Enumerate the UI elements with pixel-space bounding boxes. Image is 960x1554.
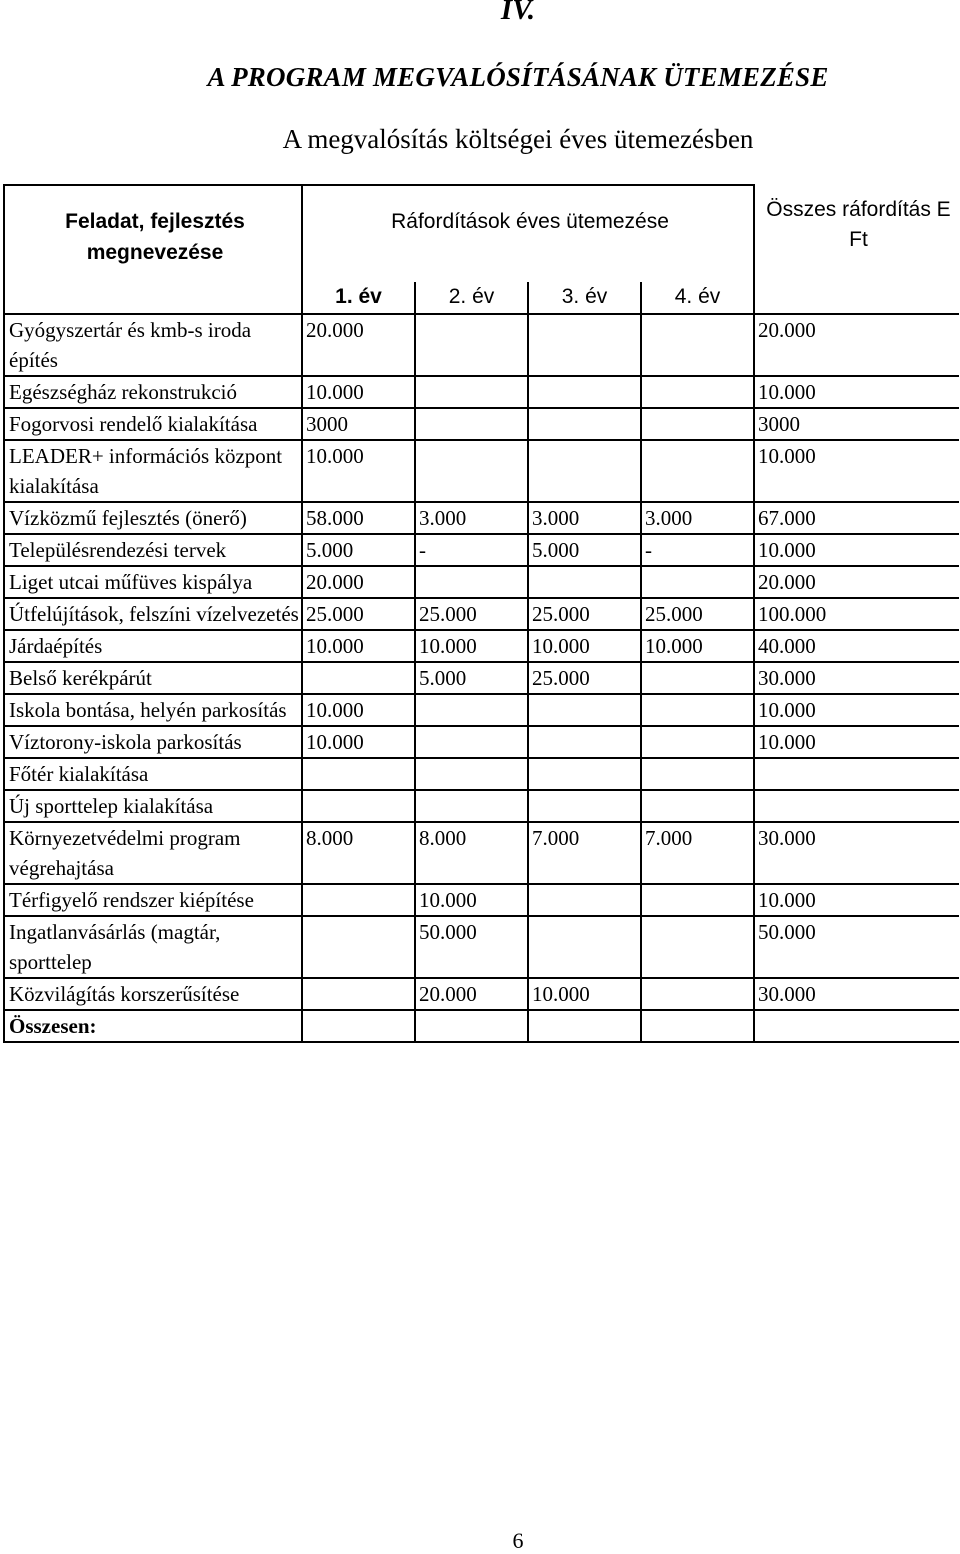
table-row [4, 314, 958, 376]
column-header-task: Feladat, fejlesztés megnevezése [4, 185, 302, 314]
year-4-value [641, 314, 754, 376]
total-value: 10.000 [754, 376, 958, 408]
column-header-spending: Ráfordítások éves ütemezése [302, 185, 754, 282]
chapter-number: IV. [500, 0, 536, 26]
year-3-value [528, 884, 641, 916]
task-name: Közvilágítás korszerűsítése [4, 978, 302, 1010]
year-4-value [641, 694, 754, 726]
year-1-value [302, 790, 415, 822]
year-1-value [302, 978, 415, 1010]
table-row [4, 916, 958, 978]
year-2-value [415, 566, 528, 598]
total-value: 30.000 [754, 822, 958, 884]
task-name: Térfigyelő rendszer kiépítése [4, 884, 302, 916]
year-1-value: 58.000 [302, 502, 415, 534]
year-3-value: 10.000 [528, 978, 641, 1010]
table-row [4, 978, 958, 1010]
year-1-value: 5.000 [302, 534, 415, 566]
total-value: 20.000 [754, 566, 958, 598]
task-name: Településrendezési tervek [4, 534, 302, 566]
year-2-value [415, 758, 528, 790]
task-name: Liget utcai műfüves kispálya [4, 566, 302, 598]
year-3-value [528, 694, 641, 726]
total-label: Összesen: [4, 1010, 302, 1042]
task-name: Járdaépítés [4, 630, 302, 662]
year-4-value: 7.000 [641, 822, 754, 884]
table-row [4, 408, 958, 440]
total-cell-empty [302, 1010, 415, 1042]
task-name: LEADER+ információs központ kialakítása [4, 440, 302, 502]
year-1-value: 10.000 [302, 726, 415, 758]
year-4-value [641, 408, 754, 440]
year-1-value: 8.000 [302, 822, 415, 884]
column-header-year-1: 1. év [302, 282, 415, 314]
total-cell-empty [528, 1010, 641, 1042]
task-name: Egészségház rekonstrukció [4, 376, 302, 408]
year-4-value [641, 662, 754, 694]
year-4-value [641, 566, 754, 598]
year-2-value [415, 408, 528, 440]
year-1-value: 10.000 [302, 440, 415, 502]
year-4-value: 25.000 [641, 598, 754, 630]
year-2-value [415, 440, 528, 502]
total-value: 40.000 [754, 630, 958, 662]
year-4-value [641, 440, 754, 502]
year-4-value [641, 916, 754, 978]
total-cell-empty [754, 1010, 958, 1042]
year-4-value [641, 758, 754, 790]
year-3-value: 25.000 [528, 598, 641, 630]
table-row [4, 502, 958, 534]
year-2-value: 50.000 [415, 916, 528, 978]
table-row [4, 662, 958, 694]
year-2-value: 20.000 [415, 978, 528, 1010]
table-row [4, 566, 958, 598]
year-3-value: 5.000 [528, 534, 641, 566]
year-2-value [415, 790, 528, 822]
total-cell-empty [641, 1010, 754, 1042]
table-row [4, 884, 958, 916]
page-number: 6 [512, 1528, 524, 1553]
year-4-value: 10.000 [641, 630, 754, 662]
table-row [4, 694, 958, 726]
total-value: 30.000 [754, 978, 958, 1010]
table-row [4, 822, 958, 884]
table-row [4, 440, 958, 502]
table-total-row [4, 1010, 958, 1042]
year-1-value [302, 758, 415, 790]
table-row [4, 726, 958, 758]
page-subtitle: A megvalósítás költségei éves ütemezésben [282, 124, 754, 154]
year-3-value [528, 726, 641, 758]
total-value: 67.000 [754, 502, 958, 534]
column-header-total: Összes ráfordítás E Ft [754, 185, 958, 314]
total-value: 30.000 [754, 662, 958, 694]
year-3-value [528, 440, 641, 502]
year-3-value: 3.000 [528, 502, 641, 534]
year-3-value: 10.000 [528, 630, 641, 662]
year-4-value [641, 790, 754, 822]
table-body [4, 314, 958, 1042]
cost-schedule-table [3, 184, 959, 1043]
total-value: 10.000 [754, 726, 958, 758]
task-name: Fogorvosi rendelő kialakítása [4, 408, 302, 440]
total-cell-empty [415, 1010, 528, 1042]
task-name: Útfelújítások, felszíni vízelvezetés [4, 598, 302, 630]
task-name: Környezetvédelmi program végrehajtása [4, 822, 302, 884]
total-value: 50.000 [754, 916, 958, 978]
year-3-value [528, 566, 641, 598]
page-title: A PROGRAM MEGVALÓSÍTÁSÁNAK ÜTEMEZÉSE [207, 62, 829, 92]
column-header-year-2: 2. év [415, 282, 528, 314]
task-name: Új sporttelep kialakítása [4, 790, 302, 822]
task-name: Ingatlanvásárlás (magtár, sporttelep [4, 916, 302, 978]
year-1-value: 10.000 [302, 630, 415, 662]
year-4-value [641, 978, 754, 1010]
task-name: Főtér kialakítása [4, 758, 302, 790]
year-1-value: 3000 [302, 408, 415, 440]
year-3-value [528, 916, 641, 978]
year-1-value: 10.000 [302, 376, 415, 408]
table-row [4, 630, 958, 662]
total-value: 10.000 [754, 694, 958, 726]
total-value [754, 758, 958, 790]
year-2-value: 10.000 [415, 630, 528, 662]
year-2-value [415, 694, 528, 726]
year-3-value [528, 314, 641, 376]
year-3-value: 7.000 [528, 822, 641, 884]
year-1-value: 25.000 [302, 598, 415, 630]
year-2-value: 5.000 [415, 662, 528, 694]
task-name: Belső kerékpárút [4, 662, 302, 694]
year-2-value: 3.000 [415, 502, 528, 534]
year-1-value [302, 662, 415, 694]
year-2-value [415, 314, 528, 376]
table-row [4, 758, 958, 790]
year-4-value [641, 726, 754, 758]
year-3-value [528, 408, 641, 440]
year-2-value: 25.000 [415, 598, 528, 630]
year-4-value: 3.000 [641, 502, 754, 534]
task-name: Vízközmű fejlesztés (önerő) [4, 502, 302, 534]
table-row [4, 790, 958, 822]
total-value: 10.000 [754, 534, 958, 566]
column-header-year-3: 3. év [528, 282, 641, 314]
year-3-value: 25.000 [528, 662, 641, 694]
year-3-value [528, 758, 641, 790]
year-1-value [302, 916, 415, 978]
column-header-year-4: 4. év [641, 282, 754, 314]
table-row [4, 376, 958, 408]
total-value: 10.000 [754, 440, 958, 502]
table-row [4, 534, 958, 566]
year-2-value: 10.000 [415, 884, 528, 916]
table-row [4, 598, 958, 630]
task-name: Gyógyszertár és kmb-s iroda építés [4, 314, 302, 376]
total-value: 100.000 [754, 598, 958, 630]
year-3-value [528, 376, 641, 408]
year-2-value: 8.000 [415, 822, 528, 884]
total-value [754, 790, 958, 822]
year-4-value: - [641, 534, 754, 566]
year-2-value [415, 726, 528, 758]
total-value: 10.000 [754, 884, 958, 916]
year-1-value: 20.000 [302, 314, 415, 376]
year-4-value [641, 376, 754, 408]
year-2-value [415, 376, 528, 408]
year-1-value: 10.000 [302, 694, 415, 726]
total-value: 3000 [754, 408, 958, 440]
task-name: Víztorony-iskola parkosítás [4, 726, 302, 758]
year-1-value: 20.000 [302, 566, 415, 598]
total-value: 20.000 [754, 314, 958, 376]
year-1-value [302, 884, 415, 916]
task-name: Iskola bontása, helyén parkosítás [4, 694, 302, 726]
year-3-value [528, 790, 641, 822]
year-4-value [641, 884, 754, 916]
year-2-value: - [415, 534, 528, 566]
